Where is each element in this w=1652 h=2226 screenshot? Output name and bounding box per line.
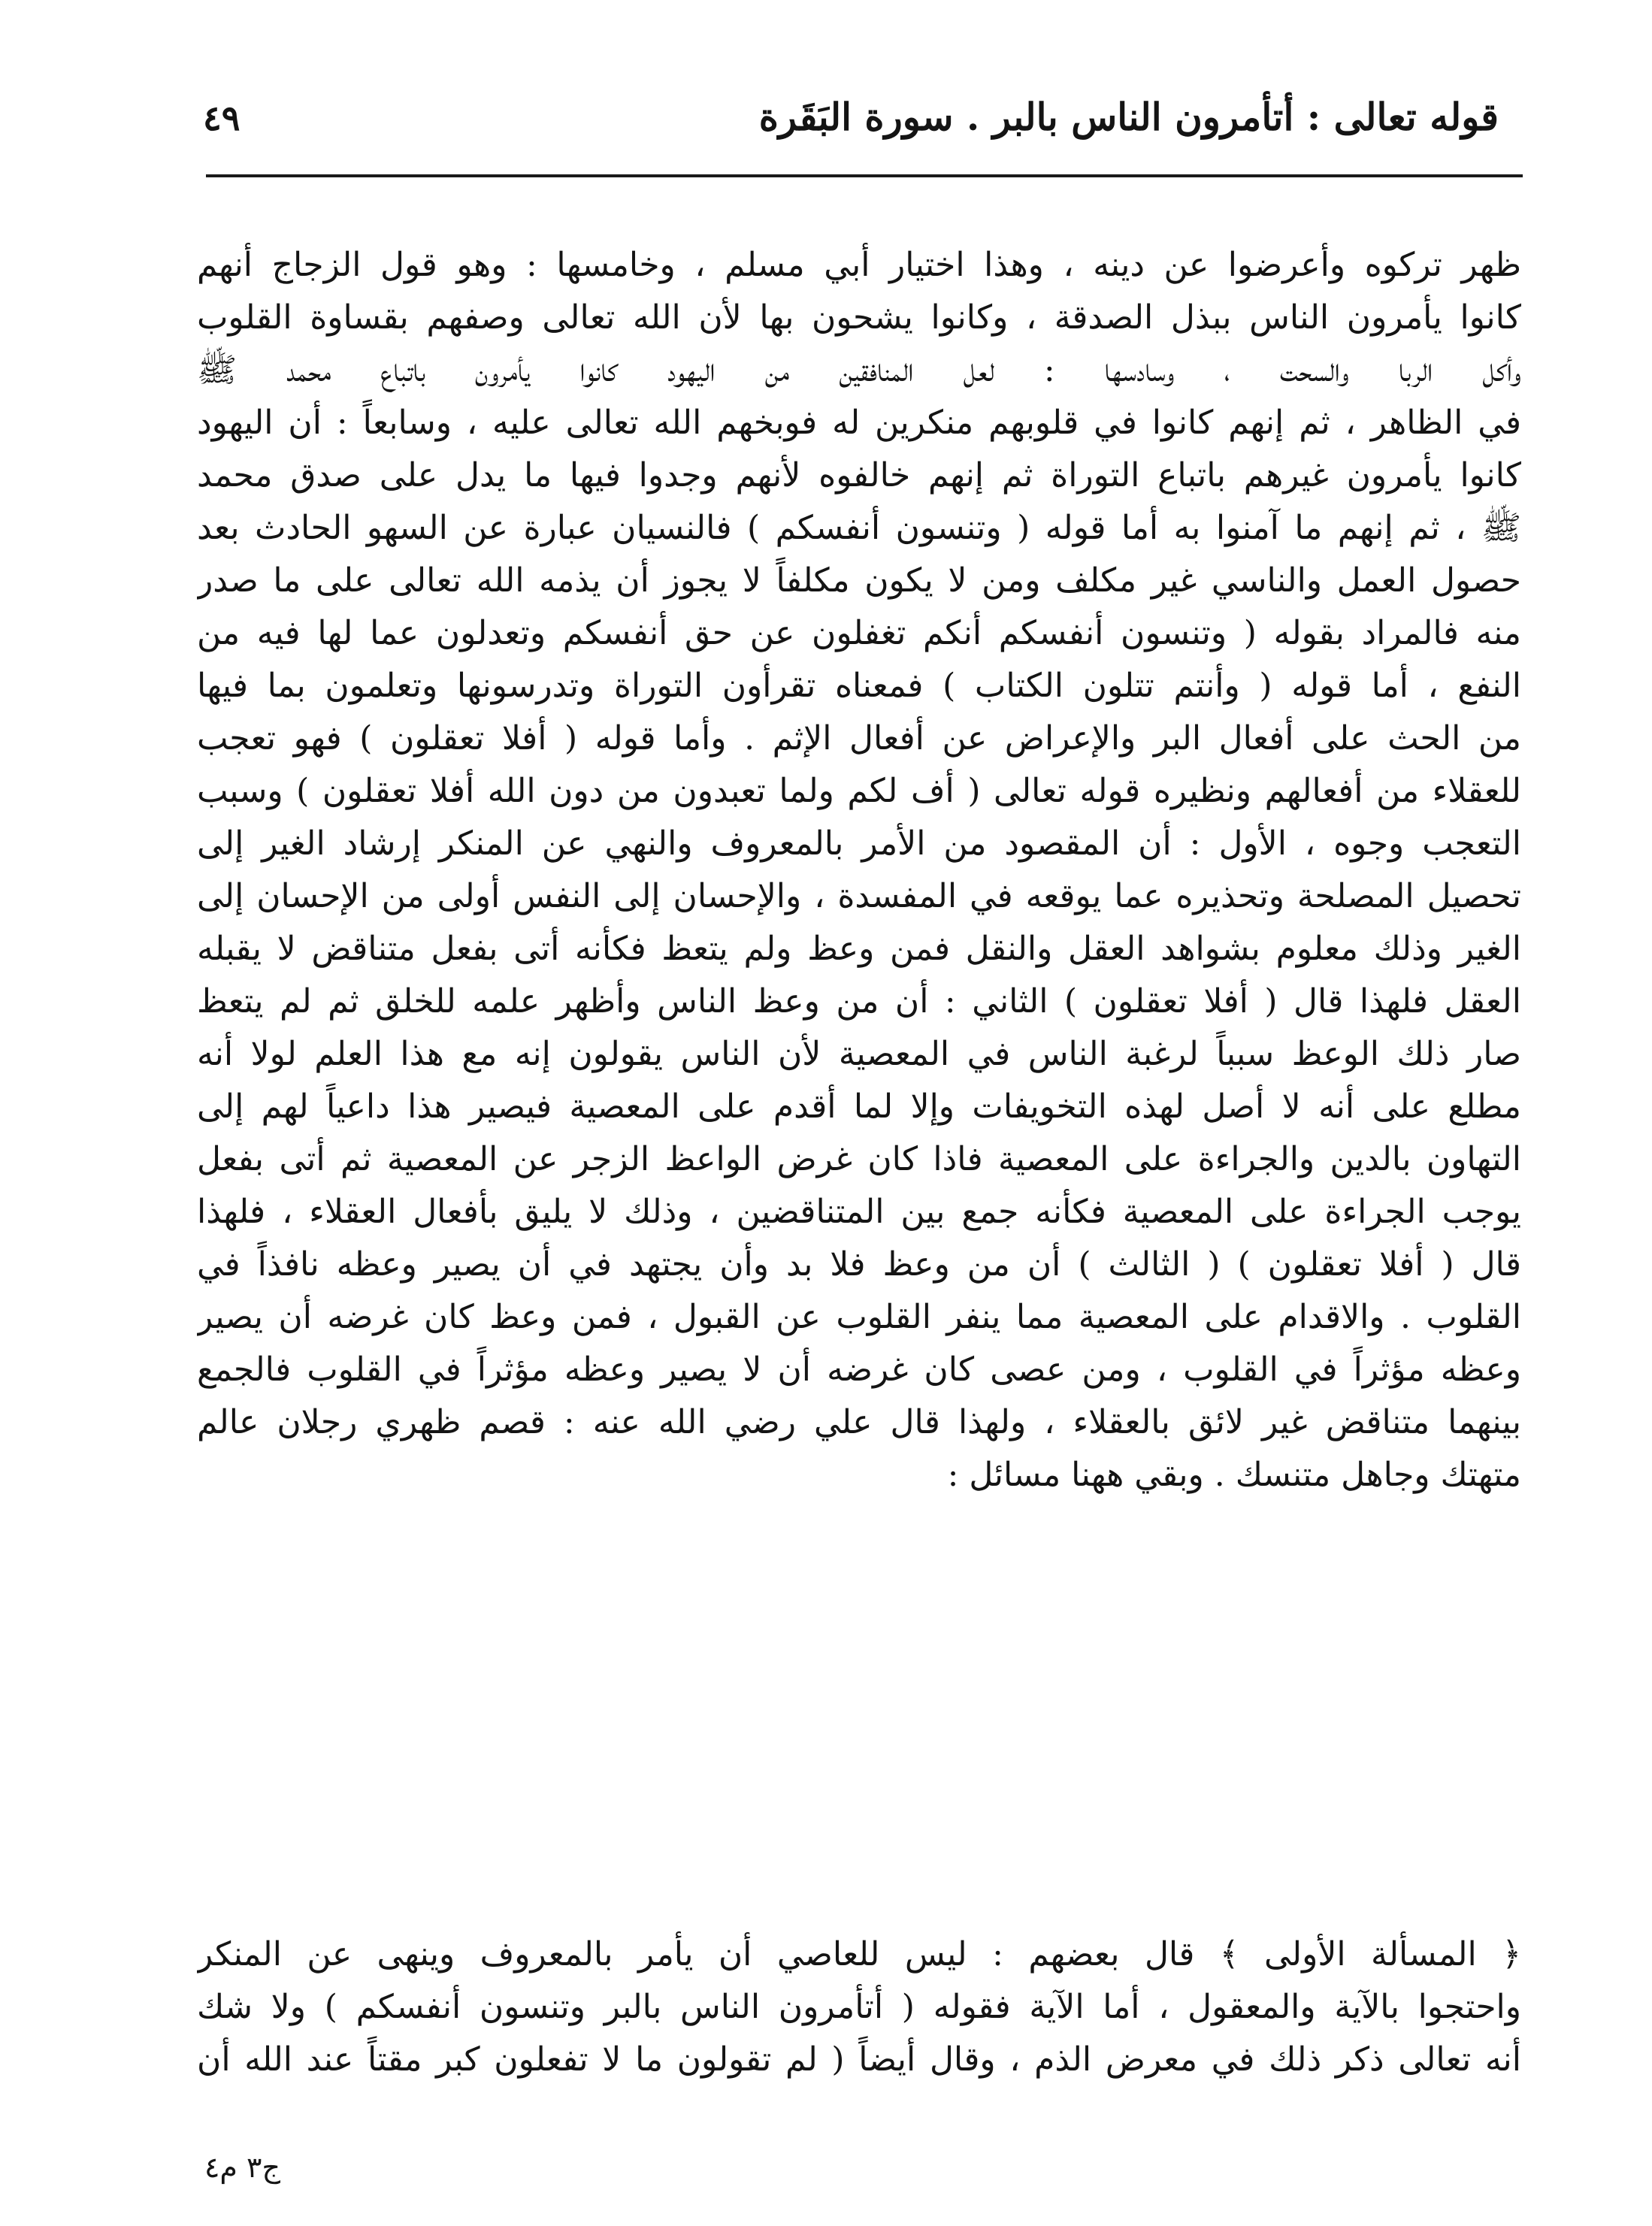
text-line: وأكل الربا والسحت ، وسادسها : لعل المنافقين من اليهود كانوا يأمرون باتباع محمد ﷺ [197, 351, 1521, 389]
text-line: قال ( أفلا تعقلون ) ( الثالث ) أن من وعظ فلا بد وأن يجتهد في أن يصير وعظه نافذاً في [197, 1245, 1521, 1284]
running-header [197, 90, 1520, 165]
text-line: ظهر تركوه وأعرضوا عن دينه ، وهذا اختيار أبي مسلم ، وخامسها : وهو قول الزجاج أنهم [197, 246, 1521, 284]
text-line: من الحث على أفعال البر والإعراض عن أفعال الإثم . وأما قوله ( أفلا تعقلون ) فهو تعجب [197, 719, 1521, 758]
text-line: بينهما متناقض غير لائق بالعقلاء ، ولهذا قال علي رضي الله عنه : قصم ظهري رجلان عالم [197, 1403, 1521, 1441]
main-text [197, 239, 1521, 1502]
text-line: تحصيل المصلحة وتحذيره عما يوقعه في المفسدة ، والإحسان إلى النفس أولى من الإحسان إلى [197, 877, 1521, 915]
text-line: القلوب . والاقدام على المعصية مما ينفر القلوب عن القبول ، فمن وعظ كان غرضه أن يصير [197, 1298, 1521, 1336]
text-line: صار ذلك الوعظ سبباً لرغبة الناس في المعصية لأن الناس يقولون إنه مع هذا العلم لولا أنه [197, 1035, 1521, 1073]
header-title: قوله تعالى : أتأمرون الناس بالبر . سورة البَقَرة [758, 95, 1499, 139]
text-line: مطلع على أنه لا أصل لهذه التخويفات وإلا لما أقدم على المعصية فيصير هذا داعياً لهم إلى [197, 1087, 1521, 1126]
text-line: الغير وذلك معلوم بشواهد العقل والنقل فمن وعظ ولم يتعظ فكأنه أتى بفعل متناقض لا يقبله [197, 930, 1521, 968]
text-line: التعجب وجوه ، الأول : أن المقصود من الأمر بالمعروف والنهي عن المنكر إرشاد الغير إلى [197, 824, 1521, 863]
text-line: كانوا يأمرون الناس ببذل الصدقة ، وكانوا يشحون بها لأن الله تعالى وصفهم بقساوة القلوب [197, 298, 1521, 337]
section-line: واحتجوا بالآية والمعقول ، أما الآية فقوله ( أتأمرون الناس بالبر وتنسون أنفسكم ) ولا شك [197, 1988, 1521, 2026]
text-line: التهاون بالدين والجراءة على المعصية فاذا كان غرض الواعظ الزجر عن المعصية ثم أتى بفعل [197, 1140, 1521, 1178]
section-line: ﴿ المسألة الأولى ﴾ قال بعضهم : ليس للعاصي أن يأمر بالمعروف وينهى عن المنكر [197, 1935, 1521, 1973]
section-line: أنه تعالى ذكر ذلك في معرض الذم ، وقال أيضاً ( لم تقولون ما لا تفعلون كبر مقتاً عند الله أن [197, 2040, 1521, 2079]
text-line: وعظه مؤثراً في القلوب ، ومن عصى كان غرضه أن لا يصير وعظه مؤثراً في القلوب فالجمع [197, 1350, 1521, 1389]
header-divider [206, 174, 1523, 177]
text-line: حصول العمل والناسي غير مكلف ومن لا يكون مكلفاً لا يجوز أن يذمه الله تعالى على ما صدر [197, 561, 1521, 600]
first-issue-section [197, 1928, 1521, 2086]
text-line: العقل فلهذا قال ( أفلا تعقلون ) الثاني : أن من وعظ الناس وأظهر علمه للخلق ثم لم يتعظ [197, 982, 1521, 1021]
text-line: ﷺ ، ثم إنهم ما آمنوا به أما قوله ( وتنسون أنفسكم ) فالنسيان عبارة عن السهو الحادث بعد [197, 509, 1521, 547]
text-line: يوجب الجراءة على المعصية فكأنه جمع بين المتناقضين ، وذلك لا يليق بأفعال العقلاء ، فلهذا [197, 1193, 1521, 1231]
text-line: للعقلاء من أفعالهم ونظيره قوله تعالى ( أف لكم ولما تعبدون من دون الله أفلا تعقلون ) وسبب [197, 772, 1521, 810]
text-line: متهتك وجاهل متنسك . وبقي ههنا مسائل : [947, 1456, 1521, 1494]
text-line: النفع ، أما قوله ( وأنتم تتلون الكتاب ) فمعناه تقرأون التوراة وتدرسونها وتعلمون بما فيها [197, 667, 1521, 705]
page-number: ٤٩ [203, 98, 241, 138]
text-line: كانوا يأمرون غيرهم باتباع التوراة ثم إنهم خالفوه لأنهم وجدوا فيها ما يدل على صدق محمد [197, 456, 1521, 494]
text-line: منه فالمراد بقوله ( وتنسون أنفسكم أنكم تغفلون عن حق أنفسكم وتعدلون عما لها فيه من [197, 614, 1521, 652]
text-line: في الظاهر ، ثم إنهم كانوا في قلوبهم منكرين له فوبخهم الله تعالى عليه ، وسابعاً : أن اليهود [197, 404, 1521, 442]
signature-mark: ج٣ م٤ [204, 2151, 280, 2184]
